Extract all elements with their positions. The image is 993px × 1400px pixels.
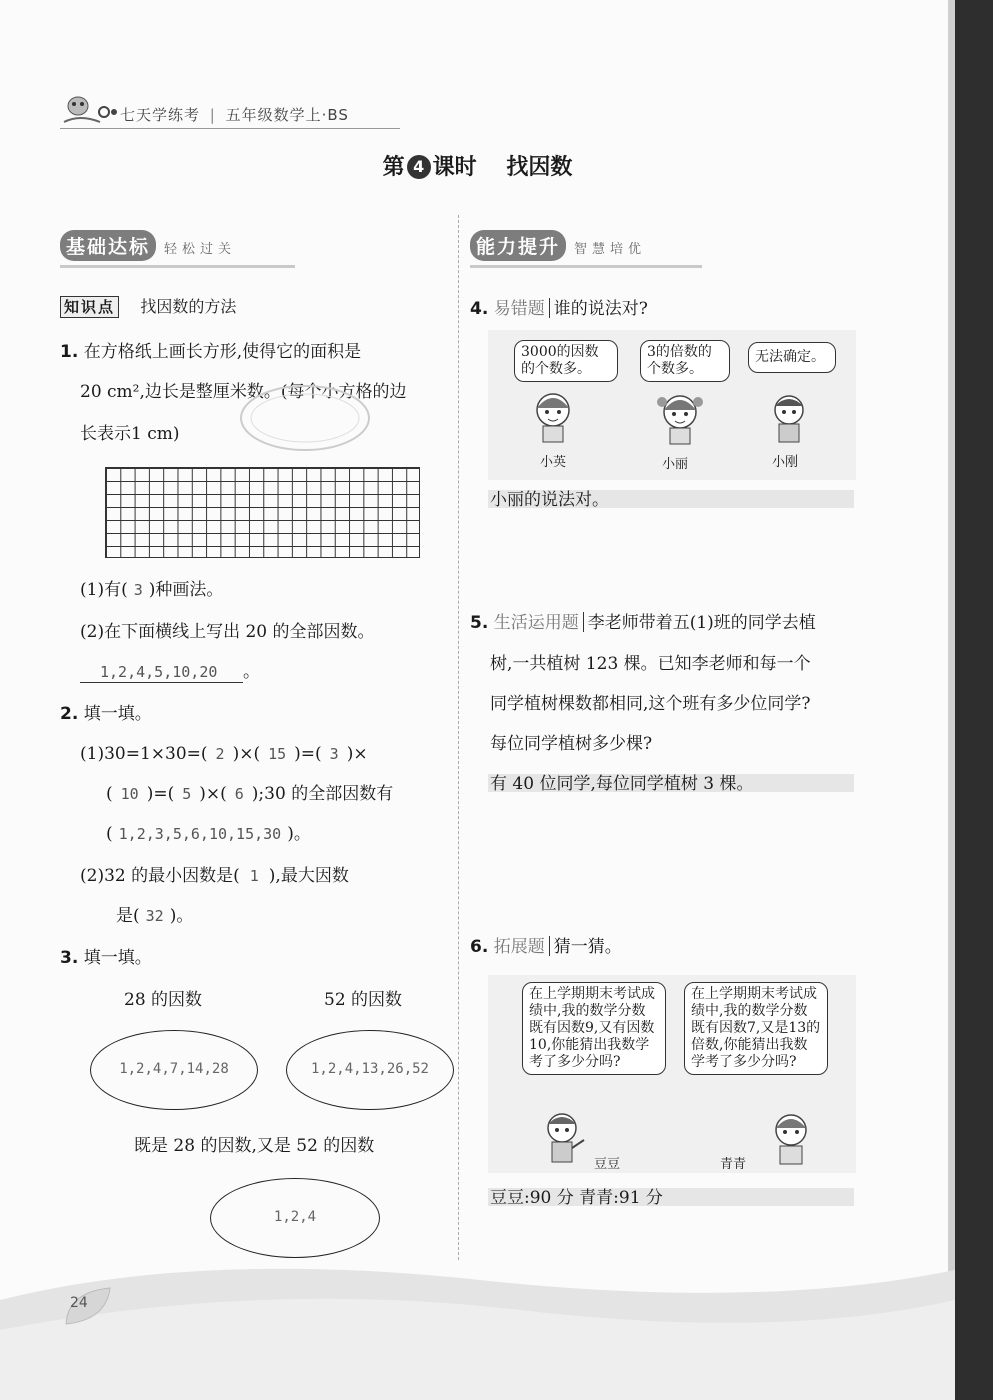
q4-bubble-xiaoying: 3000的因数的个数多。 xyxy=(514,340,618,382)
footer-wave-decoration xyxy=(0,1240,955,1400)
knowledge-point xyxy=(60,296,236,318)
q6-tag: 拓展题 xyxy=(493,937,545,957)
q6-answer: 豆豆:90 分 青青:91 分 xyxy=(490,1188,663,1208)
lesson-number: 4 xyxy=(407,155,431,179)
q2-line2 xyxy=(106,784,393,804)
q5-tag: 生活运用题 xyxy=(493,613,579,633)
q3-label-28: 28 的因数 xyxy=(124,990,203,1010)
leaf-page-icon xyxy=(60,1284,116,1328)
mascot-logo-icon xyxy=(60,88,118,128)
girl-xiaoli-icon xyxy=(654,388,706,446)
q2-l5c: )。 xyxy=(169,906,194,926)
column-divider xyxy=(458,215,459,1260)
set-52-text: 1,2,4,13,26,52 xyxy=(310,1061,429,1077)
banner-main-left: 基础达标 xyxy=(60,230,156,261)
q3-title-text: 填一填。 xyxy=(83,948,152,968)
lesson-title xyxy=(0,150,955,181)
book-binding xyxy=(955,0,993,1400)
q5-text2: 树,一共植树 123 棵。已知李老师和每一个 xyxy=(490,654,811,674)
q1-sub2: (2)在下面横线上写出 20 的全部因数。 xyxy=(80,622,375,642)
q4-tag-bar xyxy=(549,298,550,318)
q4-tag: 易错题 xyxy=(493,299,545,319)
q2-l3a: ( xyxy=(106,824,113,844)
q2-ans-10: 10 xyxy=(120,785,139,803)
name-xiaoli: 小丽 xyxy=(662,457,689,472)
q4-text: 谁的说法对? xyxy=(553,299,648,319)
q1-number: 1. xyxy=(60,342,79,362)
series-name: 七天学练考 xyxy=(120,106,201,124)
left-banner xyxy=(60,230,295,264)
name-doudou: 豆豆 xyxy=(594,1157,621,1172)
q4-bubble-xiaogang: 无法确定。 xyxy=(748,342,836,373)
girl-xiaoying-icon xyxy=(528,388,578,444)
q2-ans-3: 3 xyxy=(329,745,339,763)
banner-underline xyxy=(60,265,295,268)
q5-number: 5. xyxy=(470,613,489,633)
q2-l3c: )。 xyxy=(287,824,311,844)
header-series xyxy=(120,104,349,125)
q3-label-52: 52 的因数 xyxy=(324,990,403,1010)
q2-ans-5: 5 xyxy=(182,785,192,803)
header-rule xyxy=(60,128,400,129)
boy-xiaogang-icon xyxy=(766,388,812,444)
page-number: 24 xyxy=(70,1295,88,1311)
q1-sub1-post: )种画法。 xyxy=(148,580,224,600)
q2-ans-6: 6 xyxy=(234,785,244,803)
q4-answer: 小丽的说法对。 xyxy=(490,490,609,510)
q2-ans-min: 1 xyxy=(249,867,259,885)
q1-sub2-answer-line xyxy=(80,662,260,683)
q2-l1e: )=( xyxy=(294,744,322,764)
kp-text: 找因数的方法 xyxy=(140,297,237,316)
banner-main-right: 能力提升 xyxy=(470,230,566,261)
set-both-text: 1,2,4 xyxy=(273,1209,317,1225)
q1-text2: 20 cm²,边长是整厘米数。(每个小方格的边 xyxy=(80,382,407,402)
q3-label-both: 既是 28 的因数,又是 52 的因数 xyxy=(134,1136,375,1156)
q1-sub1-pre: (1)有( xyxy=(80,580,128,600)
set-28-text: 1,2,4,7,14,28 xyxy=(119,1061,229,1077)
q5-text4: 每位同学植树多少棵? xyxy=(490,734,653,754)
lesson-name: 找因数 xyxy=(506,155,573,180)
name-xiaogang: 小刚 xyxy=(772,455,799,470)
banner-sub-right: 智慧培优 xyxy=(574,242,647,257)
square-grid-paper xyxy=(105,467,420,558)
q2-l4c: ),最大因数 xyxy=(268,866,349,886)
q2-title xyxy=(60,704,152,724)
q1-text3: 长表示1 cm) xyxy=(80,424,180,444)
q6-title xyxy=(470,936,622,957)
q1-line1 xyxy=(60,342,361,362)
q2-l2c: )=( xyxy=(146,784,175,804)
q2-line1 xyxy=(80,744,368,764)
q2-l4a: (2)32 的最小因数是( xyxy=(80,866,240,886)
banner-sub-left: 轻松过关 xyxy=(164,242,237,257)
q1-text1: 在方格纸上画长方形,使得它的面积是 xyxy=(83,342,362,362)
ellipse-factors-28 xyxy=(90,1030,258,1110)
q2-number: 2. xyxy=(60,704,79,724)
q5-line1 xyxy=(470,612,816,633)
q4-number: 4. xyxy=(470,299,489,319)
q2-l2g: );30 的全部因数有 xyxy=(251,784,394,804)
q6-bubble-qingqing: 在上学期期末考试成绩中,我的数学分数既有因数7,又是13的倍数,你能猜出我数学考了多少分吗? xyxy=(684,982,828,1075)
page-edge xyxy=(948,0,955,1400)
q6-bubble-doudou: 在上学期期末考试成绩中,我的数学分数既有因数9,又有因数10,你能猜出我数学考了多少分吗? xyxy=(522,982,666,1075)
q2-ans-factors-30: 1,2,3,5,6,10,15,30 xyxy=(118,825,282,843)
girl-qingqing-icon xyxy=(766,1108,816,1168)
name-xiaoying: 小英 xyxy=(540,455,567,470)
q6-text: 猜一猜。 xyxy=(553,937,622,957)
q2-l1a: (1)30=1×30=( xyxy=(80,744,208,764)
q5-text1: 李老师带着五(1)班的同学去植 xyxy=(587,613,816,633)
q6-number: 6. xyxy=(470,937,489,957)
banner-underline-right xyxy=(470,265,702,268)
q2-l2a: ( xyxy=(106,784,113,804)
q2-title-text: 填一填。 xyxy=(83,704,152,724)
lesson-prefix: 第 xyxy=(382,155,405,180)
header-sep: | xyxy=(209,106,216,124)
q2-l1c: )×( xyxy=(232,744,261,764)
boy-doudou-icon xyxy=(538,1108,588,1168)
q1-sub1 xyxy=(80,580,223,600)
q2-ans-15: 15 xyxy=(268,745,287,763)
name-qingqing: 青青 xyxy=(720,1157,747,1172)
q5-tag-bar xyxy=(583,612,584,632)
ellipse-factors-52 xyxy=(286,1030,454,1110)
q3-number: 3. xyxy=(60,948,79,968)
q4-bubble-xiaoli: 3的倍数的个数多。 xyxy=(640,340,730,382)
q2-l5a: 是( xyxy=(116,906,140,926)
q1-sub2-end: 。 xyxy=(243,662,260,682)
q1-sub2-answer: 1,2,4,5,10,20 xyxy=(80,662,243,683)
q5-answer: 有 40 位同学,每位同学植树 3 棵。 xyxy=(490,774,754,794)
q2-ans-max: 32 xyxy=(145,907,164,925)
q3-title xyxy=(60,948,152,968)
q2-line5 xyxy=(116,906,193,926)
q1-sub1-answer: 3 xyxy=(133,581,143,599)
lesson-suffix: 课时 xyxy=(432,155,477,180)
q2-l1g: )× xyxy=(346,744,368,764)
q6-tag-bar xyxy=(549,936,550,956)
stamp-watermark-icon xyxy=(235,380,375,455)
q2-ans-2: 2 xyxy=(215,745,225,763)
right-banner xyxy=(470,230,702,264)
book-name: 五年级数学上·BS xyxy=(225,106,349,124)
q5-text3: 同学植树棵数都相同,这个班有多少位同学? xyxy=(490,694,811,714)
q2-line3 xyxy=(106,824,311,844)
q2-l2e: )×( xyxy=(199,784,227,804)
kp-label: 知识点 xyxy=(60,296,119,318)
q2-line4 xyxy=(80,866,349,886)
q4-title xyxy=(470,298,648,319)
